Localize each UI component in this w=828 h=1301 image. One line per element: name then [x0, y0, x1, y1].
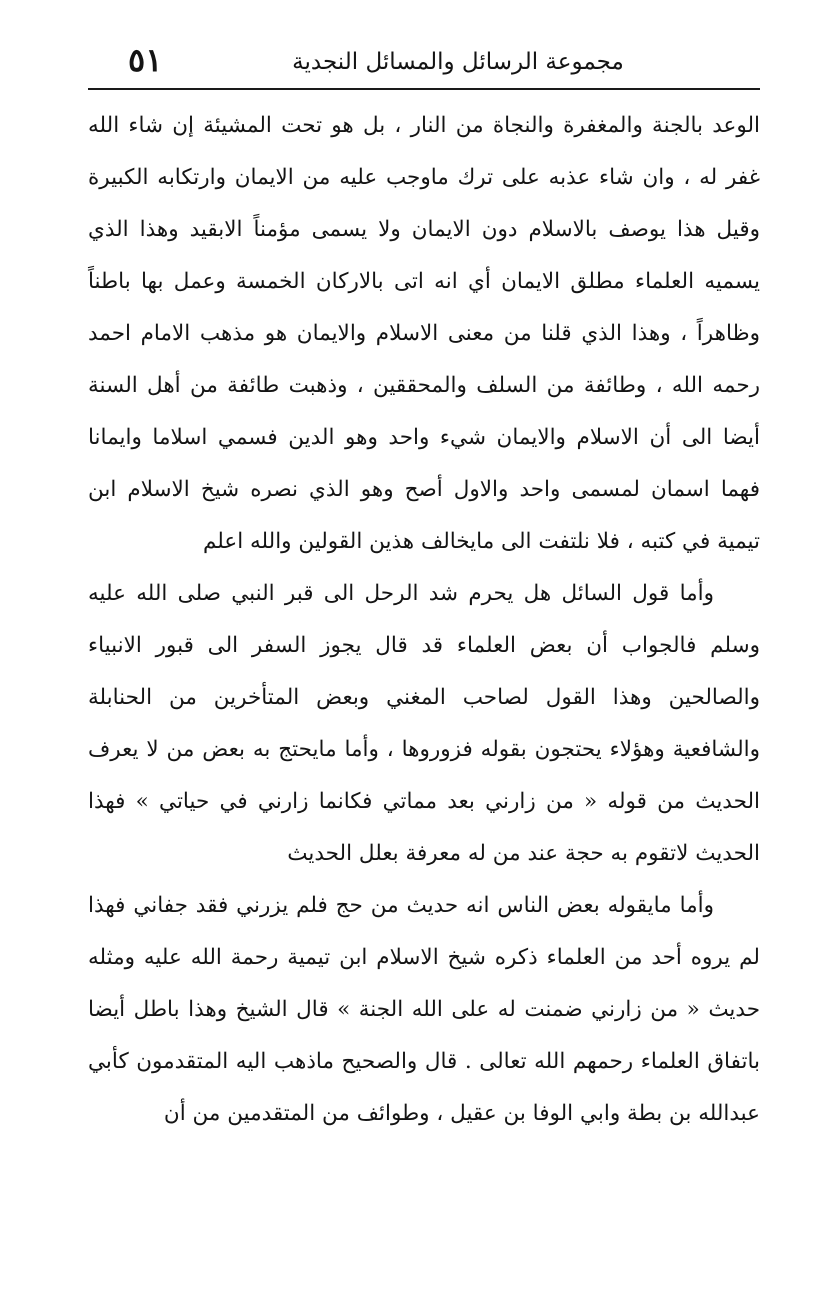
page-number: ٥١	[128, 41, 163, 79]
running-title: مجموعة الرسائل والمسائل النجدية	[292, 49, 624, 75]
header-rule	[88, 88, 760, 90]
page-header	[88, 36, 760, 86]
paragraph: الوعد بالجنة والمغفرة والنجاة من النار ، بل هو تحت المشيئة إن شاء الله غفر له ، وان شاء عذبه على ترك ماوجب عليه من الايمان وارتكابه الكبيرة وقيل هذا يوصف بالاسلام دون الايمان ولا يسمى مؤمناً الابقيد وهذا الذي يسميه العلماء مطلق الايمان أي انه اتى بالاركان الخمسة وعمل بها باطناً وظاهراً ، وهذا الذي قلنا من معنى الاسلام والايمان هو مذهب الامام احمد رحمه الله ، وطائفة من السلف والمحققين ، وذهبت طائفة من أهل السنة أيضا الى أن الاسلام والايمان شيء واحد وهو الدين فسمي اسلاما وايمانا فهما اسمان لمسمى واحد والاول أصح وهو الذي نصره شيخ الاسلام ابن تيمية في كتبه ، فلا نلتفت الى مايخالف هذين القولين والله اعلم	[88, 113, 760, 554]
paragraph: وأما مايقوله بعض الناس انه حديث من حج فلم يزرني فقد جفاني فهذا لم يروه أحد من العلماء ذكره شيخ الاسلام ابن تيمية رحمة الله عليه ومثله حديث « من زارني ضمنت له على الله الجنة » قال الشيخ وهذا باطل أيضا باتفاق العلماء رحمهم الله تعالى . قال والصحيح ماذهب اليه المتقدمون كأبي عبدالله بن بطة وابي الوفا بن عقيل ، وطوائف من المتقدمين من أن	[88, 893, 760, 1126]
paragraph: وأما قول السائل هل يحرم شد الرحل الى قبر النبي صلى الله عليه وسلم فالجواب أن بعض العلماء قد قال يجوز السفر الى قبور الانبياء والصالحين وهذا القول لصاحب المغني وبعض المتأخرين من الحنابلة والشافعية وهؤلاء يحتجون بقوله فزوروها ، وأما مايحتج به بعض من لا يعرف الحديث من قوله « من زارني بعد مماتي فكانما زارني في حياتي » فهذا الحديث لاتقوم به حجة عند من له معرفة بعلل الحديث	[88, 581, 760, 866]
body-text	[88, 100, 760, 1140]
